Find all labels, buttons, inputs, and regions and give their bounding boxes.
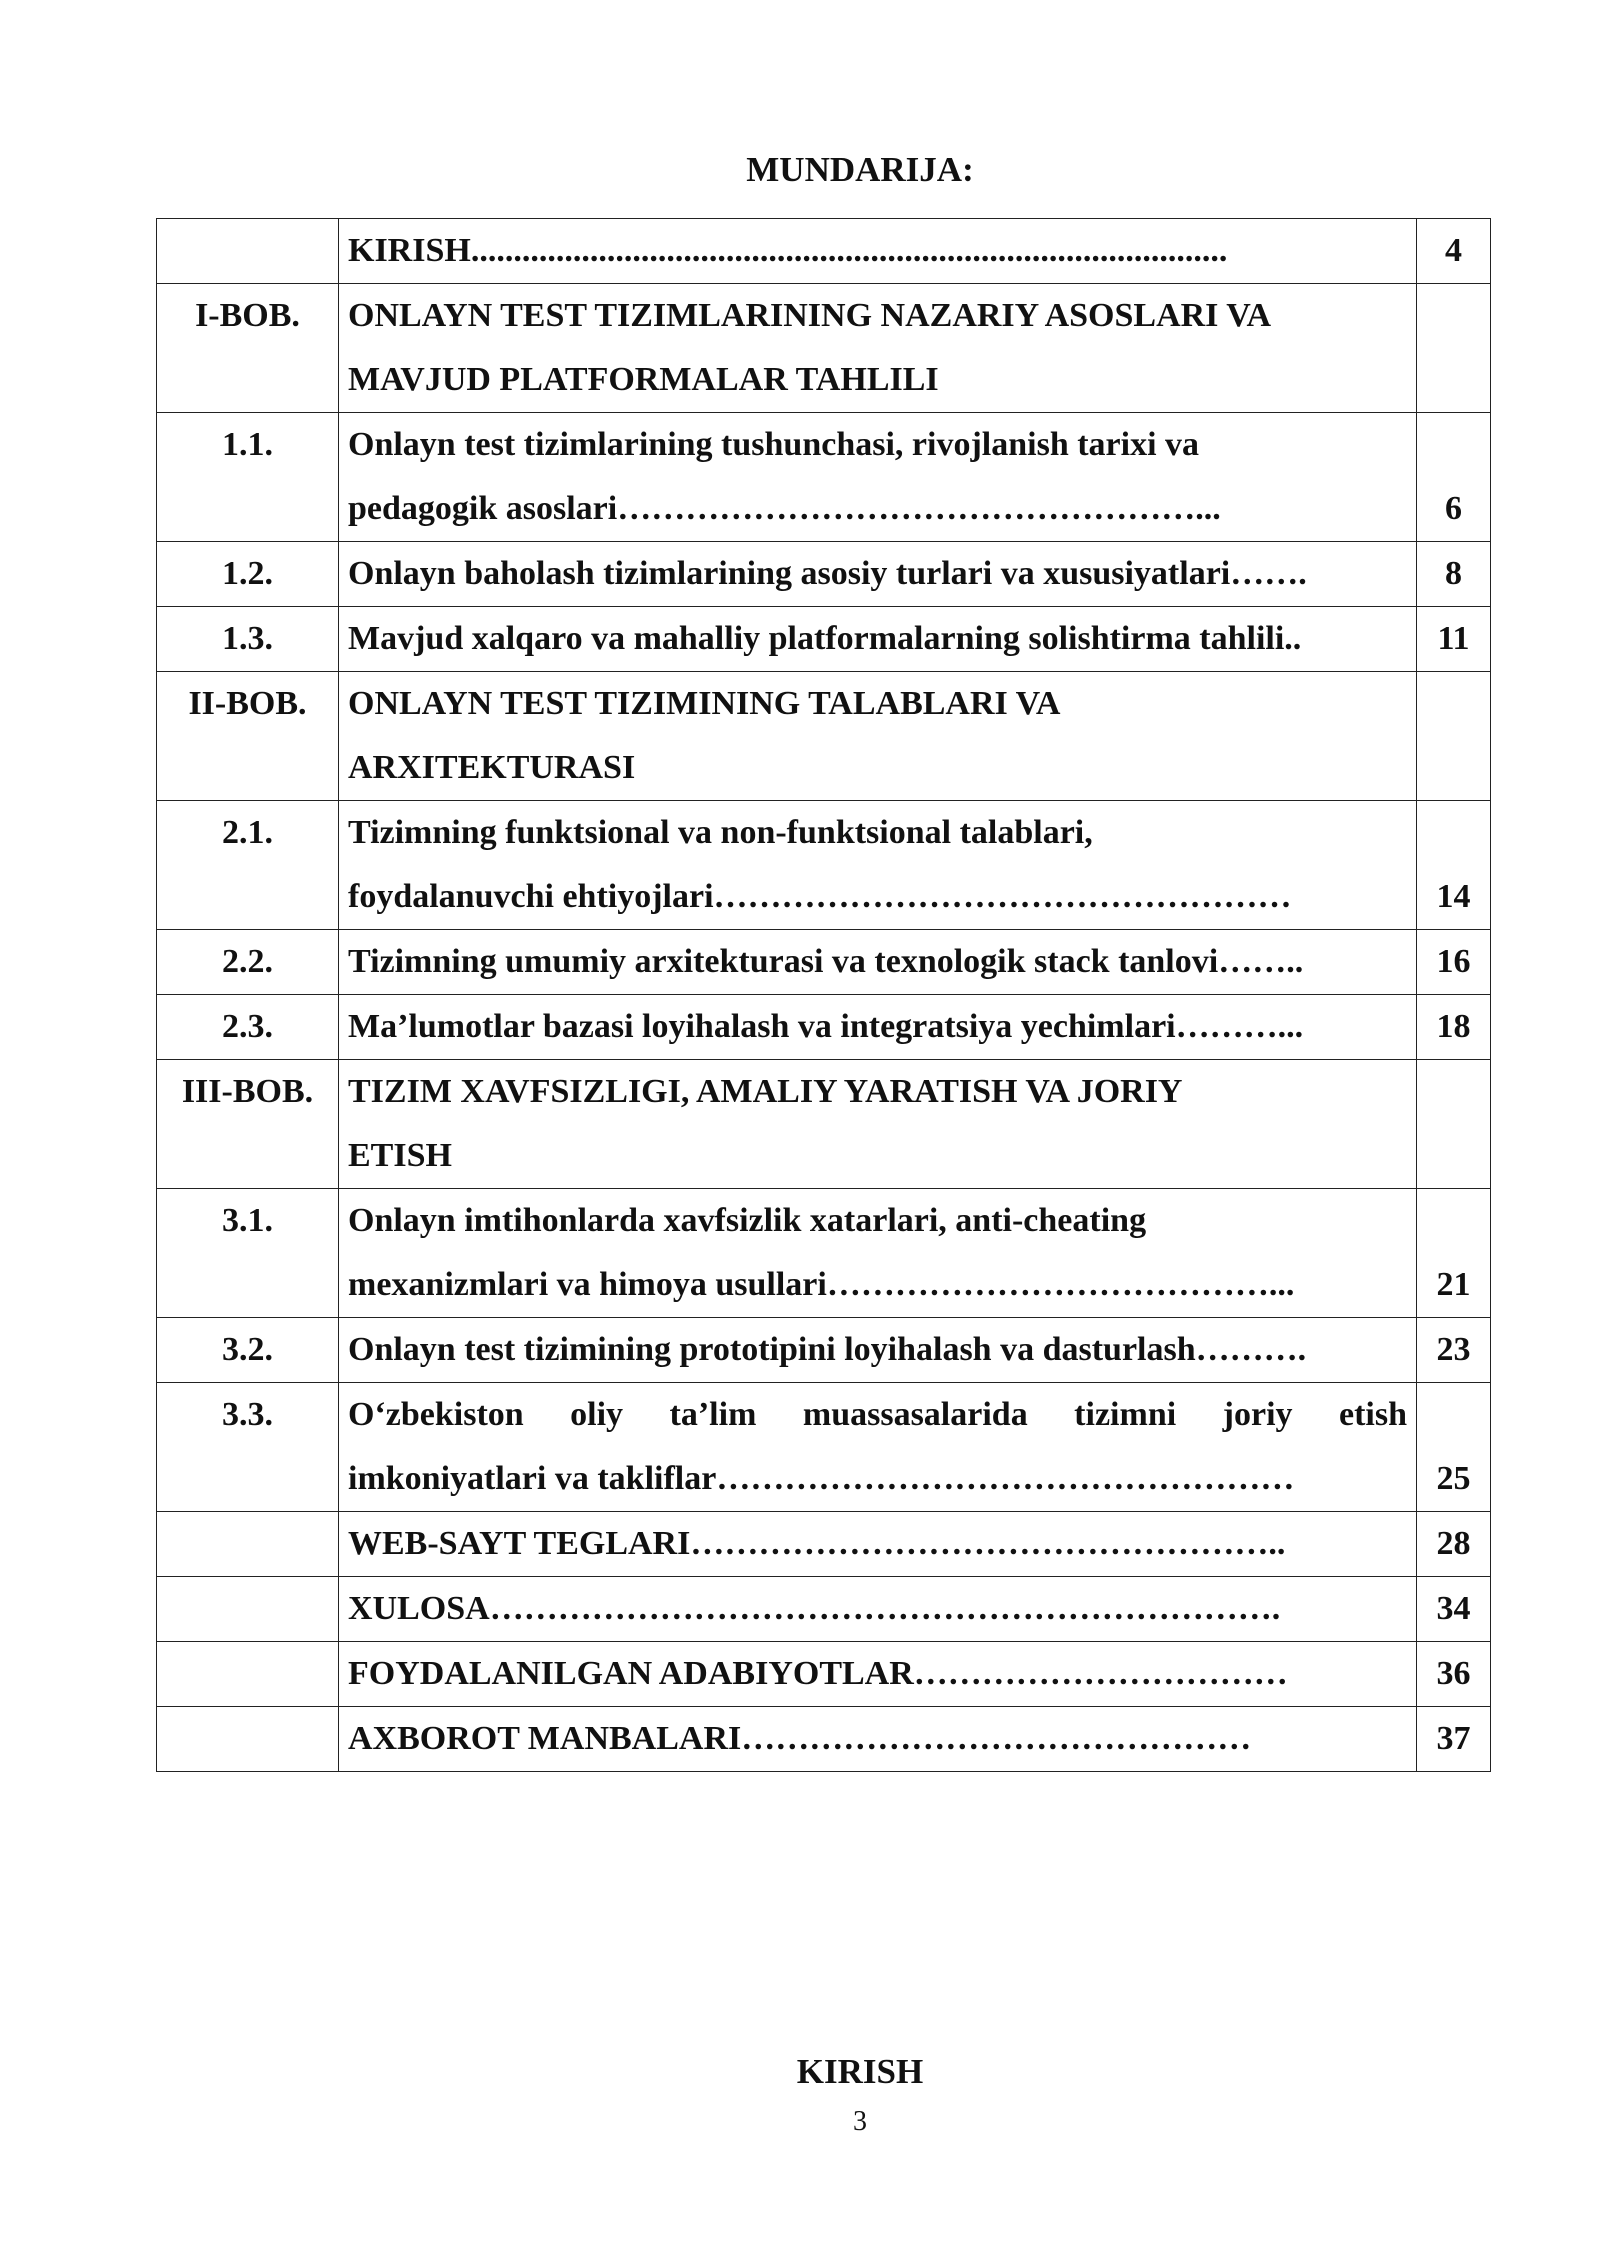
toc-entry-title [339, 1318, 1417, 1383]
toc-section-number: 2.1. [157, 801, 339, 930]
toc-section-number [157, 1642, 339, 1707]
toc-row [157, 672, 1491, 801]
toc-section-number [157, 1707, 339, 1772]
toc-entry-line: pedagogik asoslari……………………………………………... [348, 490, 1221, 527]
toc-row [157, 1318, 1491, 1383]
toc-entry-line: Ma’lumotlar bazasi loyihalash va integratsiya yechimlari………... [348, 1008, 1304, 1045]
toc-entry-line: KIRISH......................................................................................... [348, 232, 1228, 269]
toc-entry-line: Onlayn baholash tizimlarining asosiy turlari va xususiyatlari……. [348, 555, 1307, 592]
toc-entry-line: MAVJUD PLATFORMALAR TAHLILI [348, 361, 939, 398]
toc-entry-title [339, 1383, 1417, 1512]
page-number: 3 [853, 2106, 867, 2137]
toc-entry-line: mexanizmlari va himoya usullari…………………………………... [348, 1266, 1295, 1303]
toc-section-number: 2.3. [157, 995, 339, 1060]
toc-section-number [157, 219, 339, 284]
toc-row [157, 1383, 1491, 1512]
toc-page-number: 11 [1417, 607, 1491, 672]
toc-entry-line: Onlayn imtihonlarda xavfsizlik xatarlari, anti-cheating [348, 1202, 1147, 1239]
toc-row [157, 1577, 1491, 1642]
toc-row [157, 284, 1491, 413]
toc-page-number: 34 [1417, 1577, 1491, 1642]
toc-page-number: 23 [1417, 1318, 1491, 1383]
toc-body [157, 219, 1491, 1772]
toc-row [157, 1189, 1491, 1318]
toc-page-number: 25 [1417, 1383, 1491, 1512]
toc-entry-title [339, 995, 1417, 1060]
toc-entry-line: XULOSA……………………………………………………………. [348, 1590, 1281, 1627]
toc-entry-title [339, 542, 1417, 607]
toc-entry-line: O‘zbekiston oliy ta’lim muassasalarida tizimni joriy etish [348, 1396, 1407, 1433]
toc-entry-line: TIZIM XAVFSIZLIGI, AMALIY YARATISH VA JORIY [348, 1073, 1183, 1110]
toc-section-number: 2.2. [157, 930, 339, 995]
toc-row [157, 607, 1491, 672]
toc-entry-line: Onlayn test tizimining prototipini loyihalash va dasturlash………. [348, 1331, 1307, 1368]
toc-section-number: I-BOB. [157, 284, 339, 413]
toc-section-number: III-BOB. [157, 1060, 339, 1189]
toc-entry-line: ETISH [348, 1137, 452, 1174]
toc-entry-title [339, 672, 1417, 801]
toc-row [157, 801, 1491, 930]
toc-entry-title [339, 607, 1417, 672]
toc-page-number: 36 [1417, 1642, 1491, 1707]
toc-page-number: 37 [1417, 1707, 1491, 1772]
page-title: MUNDARIJA: [746, 150, 974, 189]
toc-row [157, 219, 1491, 284]
toc-row [157, 995, 1491, 1060]
toc-row [157, 542, 1491, 607]
toc-entry-line: WEB-SAYT TEGLARI…………………………………………….. [348, 1525, 1286, 1562]
toc-section-number: 3.3. [157, 1383, 339, 1512]
toc-entry-line: Onlayn test tizimlarining tushunchasi, rivojlanish tarixi va [348, 426, 1200, 463]
toc-section-number [157, 1577, 339, 1642]
toc-entry-title [339, 1512, 1417, 1577]
toc-entry-title [339, 801, 1417, 930]
toc-row [157, 930, 1491, 995]
toc-entry-line: Tizimning funktsional va non-funktsional talablari, [348, 814, 1093, 851]
toc-section-number: 3.1. [157, 1189, 339, 1318]
toc-entry-title [339, 1642, 1417, 1707]
toc-row [157, 1707, 1491, 1772]
toc-page-number: 8 [1417, 542, 1491, 607]
toc-section-number [157, 1512, 339, 1577]
toc-page-number [1417, 1060, 1491, 1189]
toc-page-number: 28 [1417, 1512, 1491, 1577]
toc-entry-title [339, 219, 1417, 284]
toc-entry-title [339, 413, 1417, 542]
toc-entry-line: foydalanuvchi ehtiyojlari…………………………………………… [348, 878, 1292, 915]
toc-entry-title [339, 1707, 1417, 1772]
toc-page-number: 18 [1417, 995, 1491, 1060]
toc-entry-line: ONLAYN TEST TIZIMINING TALABLARI VA [348, 685, 1061, 722]
toc-page-number: 16 [1417, 930, 1491, 995]
toc-row [157, 1642, 1491, 1707]
toc-entry-line: Mavjud xalqaro va mahalliy platformalarning solishtirma tahlili.. [348, 620, 1302, 657]
toc-section-number: 3.2. [157, 1318, 339, 1383]
toc-entry-title [339, 1060, 1417, 1189]
toc-entry-line: ONLAYN TEST TIZIMLARINING NAZARIY ASOSLARI VA [348, 297, 1272, 334]
toc-section-number: II-BOB. [157, 672, 339, 801]
toc-page-number: 6 [1417, 413, 1491, 542]
toc-entry-line: imkoniyatlari va takliflar…………………………………………… [348, 1460, 1295, 1497]
toc-entry-line: ARXITEKTURASI [348, 749, 636, 786]
toc-row [157, 1060, 1491, 1189]
section-heading: KIRISH [796, 2052, 924, 2091]
toc-entry-line: AXBOROT MANBALARI……………………………………… [348, 1720, 1252, 1757]
toc-entry-title [339, 1577, 1417, 1642]
toc-entry-line: Tizimning umumiy arxitekturasi va texnologik stack tanlovi…….. [348, 943, 1304, 980]
toc-section-number: 1.1. [157, 413, 339, 542]
toc-page-number [1417, 284, 1491, 413]
toc-entry-title [339, 930, 1417, 995]
toc-page-number: 14 [1417, 801, 1491, 930]
toc-entry-title [339, 284, 1417, 413]
toc-row [157, 1512, 1491, 1577]
toc-row [157, 413, 1491, 542]
toc-page-number [1417, 672, 1491, 801]
toc-page-number: 21 [1417, 1189, 1491, 1318]
toc-section-number: 1.2. [157, 542, 339, 607]
table-of-contents [156, 218, 1491, 1772]
toc-section-number: 1.3. [157, 607, 339, 672]
toc-entry-title [339, 1189, 1417, 1318]
toc-entry-line: FOYDALANILGAN ADABIYOTLAR…………………………… [348, 1655, 1288, 1692]
toc-page-number: 4 [1417, 219, 1491, 284]
